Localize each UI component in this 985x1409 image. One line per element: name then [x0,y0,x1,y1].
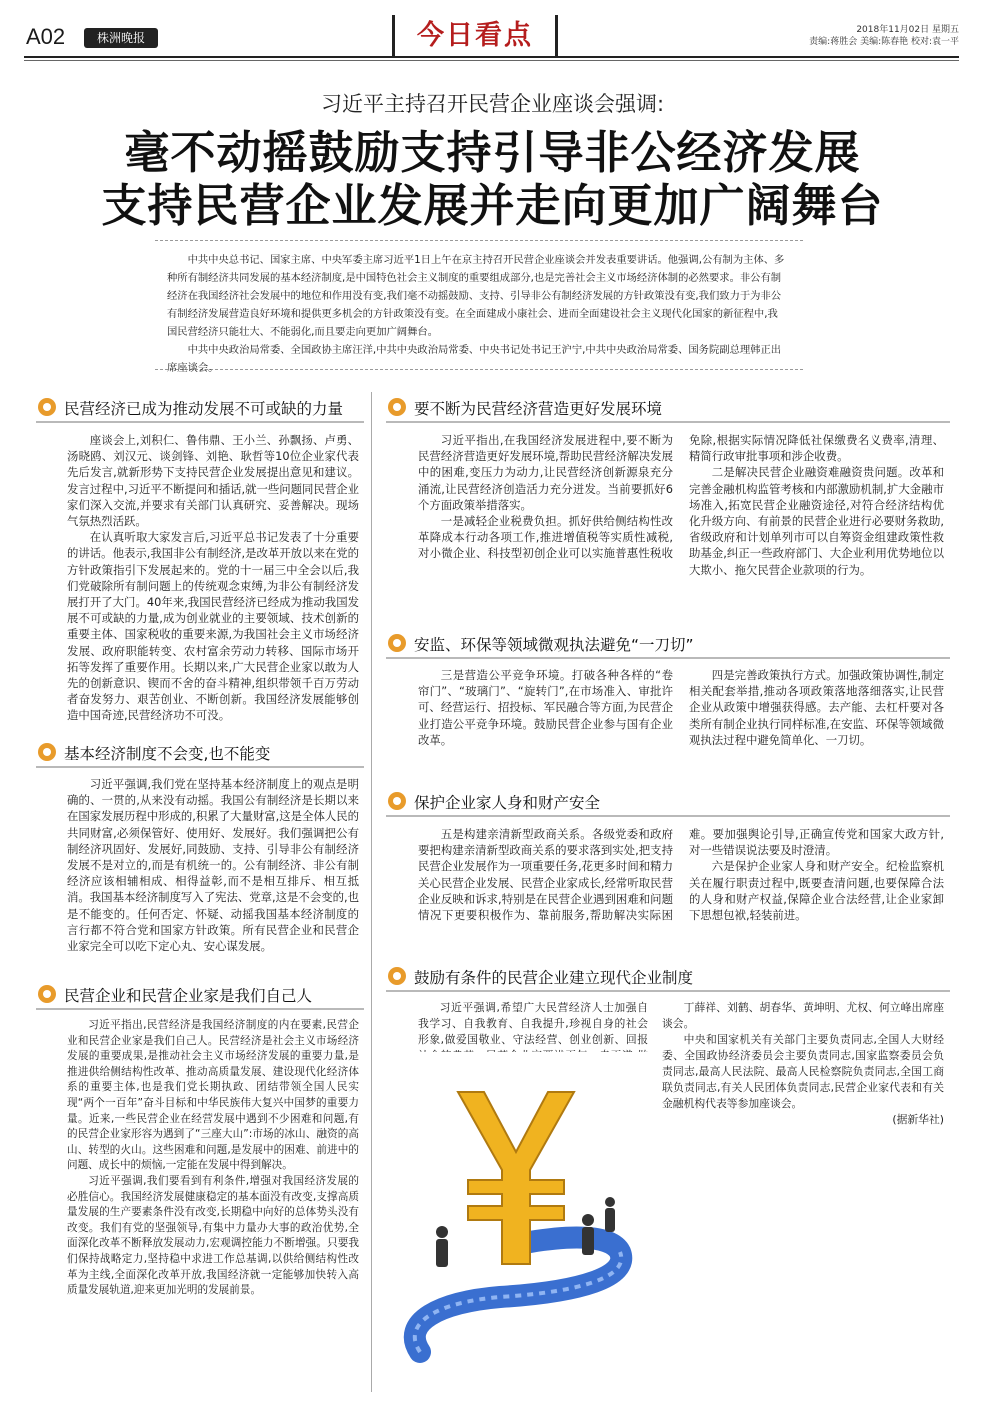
column-divider [371,392,372,1392]
headline-line-1: 毫不动摇鼓励支持引导非公经济发展 [124,126,861,179]
paragraph: 四是完善政策执行方式。加强政策协调性,制定相关配套举措,推动各项政策落地落细落实,让民营企业从政策中增强获得感。去产能、去杠杆要对各类所有制企业执行同样标准,在安监、环保等领域微观执法过程中避免简单化、一刀切。 [689,668,944,747]
bullet-icon [388,967,406,985]
section-title-3: 民营企业和民营企业家是我们自己人 [64,987,313,1005]
section-title-4: 要不断为民营经济营造更好发展环境 [414,400,663,418]
paragraph: 三是营造公平竞争环境。打破各种各样的“卷帘门”、“玻璃门”、“旋转门”,在市场准入、审批许可、经营运行、招投标、军民融合等方面,为民营企业打造公平竞争环境。鼓励民营企业参与国有企业改革。 [418,668,673,747]
paragraph: 习近平指出,民营经济是我国经济制度的内在要素,民营企业和民营企业家是我们自己人。民营经济是社会主义市场经济发展的重要成果,是推动社会主义市场经济发展的重要力量,是推进供给侧结构性改革、推动高质量发展、建设现代化经济体系的重要主体,也是我们党长期执政、团结带领全国人民实现“两个一百年”奋斗目标和中华民族伟大复兴中国梦的重要力量。近来,一些民营企业在经营发展中遇到不少困难和问题,有的民营企业家形容为遇到了“三座大山”:市场的冰山、融资的高山、转型的火山。这些困难和问题,是发展中的困难、前进中的问题、成长中的烦恼,一定能在发展中得到解决。 [67,1019,359,1172]
paragraph: 六是保护企业家人身和财产安全。纪检监察机关在履行职责过程中,既要查清问题,也要保障合法的人身和财产权益,保障企业合法经营,让企业家卸下思想包袱,轻装前进。 [689,859,944,923]
yuan-staircase-illustration [380,1052,652,1382]
bullet-icon [388,398,406,416]
headline-line-2: 支持民营企业发展并走向更加广阔舞台 [101,179,884,232]
section-title-box [392,15,558,57]
section-body-2 [67,776,359,954]
section-header-1 [36,396,364,423]
section-body-6 [418,826,944,923]
paper-logo-text: 株洲晚报 [96,31,145,45]
section-header-5 [386,632,950,659]
page-number: A02 [26,24,66,49]
paragraph: 习近平强调,我们要看到有利条件,增强对我国经济发展的必胜信心。我国经济发展健康稳定的基本面没有改变,支撑高质量发展的生产要素条件没有改变,长期稳中向好的总体势头没有改变。我们有党的坚强领导,有集中力量办大事的政治优势,全面深化改革不断释放发展动力,宏观调控能力不断增强。只要我们保持战略定力,坚持稳中求进工作总基调,以供给侧结构性改革为主线,全面深化改革开放,我国经济就一定能够加快转入高质量发展轨道,迎来更加光明的发展前景。 [67,1174,359,1297]
staff-line: 责编:蒋胜会 美编:陈春艳 校对:袁一平 [809,37,959,47]
lead-text: 中共中央总书记、国家主席、中央军委主席习近平1日上午在京主持召开民营企业座谈会并发表重要讲话。他强调,公有制为主体、多种所有制经济共同发展的基本经济制度,是中国特色社会主义制度的重要组成部分,也是完善社会主义市场经济体制的必然要求。非公有制经济在我国经济社会发展中的地位和作用没有变,我们毫不动摇鼓励、支持、引导非公有制经济发展的方针政策没有变,我们致力于为非公有制经济发展营造良好环境和提供更多机会的方针政策没有变。在全面建成小康社会、进而全面建设社会主义现代化国家的新征程中,我国民营经济只能壮大、不能弱化,而且要走向更加广阔舞台。 [167,254,785,338]
section-body-3 [67,1018,359,1299]
section-header-6 [386,790,950,817]
section-body-5 [418,667,944,748]
paragraph: 座谈会上,刘积仁、鲁伟鼎、王小兰、孙飘扬、卢勇、汤晓鸥、刘汉元、谈剑锋、刘艳、耿哲等10位企业家代表先后发言,就新形势下支持民营企业发展提出意见和建议。发言过程中,习近平不断提问和插话,就一些问题同民营企业家们深入交流,并要求有关部门认真研究、妥善解决。现场气氛热烈活跃。 [67,433,360,529]
header-rule [24,56,959,58]
kicker: 习近平主持召开民营企业座谈会强调: [320,92,665,116]
section-body-7b [662,1000,944,1128]
header-rule-thin [24,60,959,61]
bullet-icon [38,985,56,1003]
section-title-5: 安监、环保等领域微观执法避免“一刀切” [414,636,694,654]
section-header-3 [36,983,364,1010]
section-header-7 [386,965,950,992]
section-header-2 [36,741,364,768]
section-header-4 [386,396,950,423]
paragraph: 丁薛祥、刘鹤、胡春华、黄坤明、尤权、何立峰出席座谈会。 [662,1001,944,1030]
yuan-illustration-svg [380,1052,652,1382]
section-title-6: 保护企业家人身和财产安全 [414,794,601,812]
lead-paragraph [167,251,787,377]
date-line: 2018年11月02日 星期五 [856,25,959,35]
paragraph: 习近平强调,我们党在坚持基本经济制度上的观点是明确的、一贯的,从来没有动摇。我国公有制经济是长期以来在国家发展历程中形成的,积累了大量财富,这是全体人民的共同财富,必须保管好、使用好、发展好。我们强调把公有制经济巩固好、发展好,同鼓励、支持、引导非公有制经济发展不是对立的,而是有机统一的。公有制经济、非公有制经济应该相辅相成、相得益彰,而不是相互排斥、相互抵消。我国基本经济制度写入了宪法、党章,这是不会变的,也是不能变的。任何否定、怀疑、动摇我国基本经济制度的言行都不符合党和国家方针政策。所有民营企业和民营企业家完全可以吃下定心丸、安心谋发展。 [67,777,360,954]
source-credit: (据新华社) [892,1113,944,1126]
paragraph: 在认真听取大家发言后,习近平总书记发表了十分重要的讲话。他表示,我国非公有制经济,是改革开放以来在党的方针政策指引下发展起来的。党的十一届三中全会以后,我们党破除所有制问题上的传统观念束缚,为非公有制经济发展打开了大门。40年来,我国民营经济已经成为推动我国发展不可或缺的力量,成为创业就业的主要领域、技术创新的重要主体、国家税收的重要来源,为我国社会主义市场经济发展、政府职能转变、农村富余劳动力转移、国际市场开拓等发挥了重要作用。长期以来,广大民营企业家以敢为人先的创新意识、锲而不舍的奋斗精神,组织带领千百万劳动者奋发努力、艰苦创业、不断创新。我国经济发展能够创造中国奇迹,民营经济功不可没。 [67,530,360,723]
paragraph: 习近平指出,在我国经济发展进程中,要不断为民营经济营造更好发展环境,帮助民营经济解决发展中的困难,变压力为动力,让民营经济创新源泉充分涌流,让民营经济创造活力充分迸发。当前要抓好6个方面政策举措落实。 [418,433,673,512]
section-title-1: 民营经济已成为推动发展不可或缺的力量 [64,400,344,418]
paragraph: 一是减轻企业税费负担。抓好供给侧结构性改革降成本行动各项工作,推进增值税等实质性减税,对小微企业、科技型初创企业可以实施普惠性税收免除,根据实际情况降低社保缴费名义费率,清理、精简行政审批事项和涉企收费。 [418,433,944,561]
paragraph: 习近平强调,希望广大民营经济人士加强自我学习、自我教育、自我提升,珍视自身的社会形象,做爱国敬业、守法经营、创业创新、回报 [418,1001,648,1046]
paragraph: 五是构建亲清新型政商关系。各级党委和政府要把构建亲清新型政商关系的要求落到实处,把支持民营企业发展作为一项重要任务,花更多时间和精力关心民营企业发展、民营企业家成长,经常听取民营企业反映和诉求,特别是在民营企业遇到困难和问题情况下更要积极作为、靠前服务,帮助解决实际困难。要加强舆论引导,正确宣传党和国家大政方针,对一些错误说法要及时澄清。 [418,827,944,923]
section-title-2: 基本经济制度不会变,也不能变 [64,745,271,763]
section-title: 今日看点 [417,20,533,51]
section-title-7: 鼓励有条件的民营企业建立现代企业制度 [414,969,694,987]
section-body-4 [418,432,944,578]
section-body-1 [67,432,359,724]
lead-text-2: 中共中央政治局常委、全国政协主席汪洋,中共中央政治局常委、中央书记处书记王沪宁,中共中央政治局常委、国务院副总理韩正出席座谈会。 [167,344,782,374]
paper-logo [84,28,158,48]
bullet-icon [388,634,406,652]
bullet-icon [38,398,56,416]
paragraph: 中央和国家机关有关部门主要负责同志,全国人大财经委、全国政协经济委员会主要负责同志,国家监察委员会负责同志,最高人民法院、最高人民检察院负责同志,全国工商联负责同志,有关人民团体负责同志,民营企业家代表和有关金融机构代表等参加座谈会。 [662,1033,944,1110]
bullet-icon [388,792,406,810]
paragraph: 二是解决民营企业融资难融资贵问题。改革和完善金融机构监管考核和内部激励机制,扩大金融市场准入,拓宽民营企业融资途径,对符合经济结构优化升级方向、有前景的民营企业进行必要财务救助,省级政府和计划单列市可以自筹资金组建政策性救助基金,纠正一些政府部门、大企业利用优势地位以大欺小、拖欠民营企业款项的行为。 [689,465,944,577]
bullet-icon [38,743,56,761]
header-meta [809,24,959,48]
